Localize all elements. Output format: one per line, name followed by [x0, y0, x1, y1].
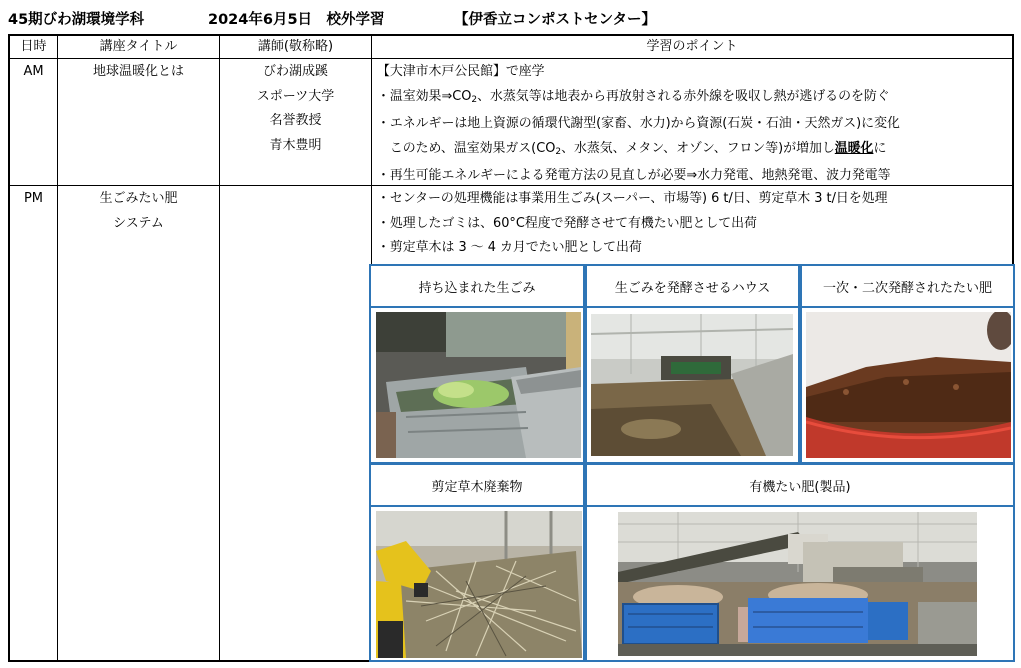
point-line: ・センターの処理機能は事業用生ごみ(スーパー、市場等) 6 t/日、剪定草木 3 t/日を処理: [377, 191, 888, 206]
fermentation-house-photo: [591, 314, 793, 456]
am-time: AM: [23, 64, 44, 79]
lecturer-line: スポーツ大学: [256, 88, 335, 104]
col-divider: [57, 36, 58, 660]
point-line: ・温室効果$\Rightarrow CO_2$、水蒸気等は地表から再放射される赤外線を吸収し熱が逃げるのを防ぐ: [377, 88, 890, 105]
compost-product-photo: [618, 512, 977, 656]
am-lecturer: [220, 60, 371, 158]
page-header: [8, 4, 1013, 30]
pm-time: PM: [23, 191, 44, 206]
point-line: ・処理したゴミは、60°C程度で発酵させて有機たい肥として出荷: [377, 215, 757, 231]
col-header-time: 日時: [20, 39, 47, 54]
col-header-title: 講座タイトル: [99, 39, 178, 54]
caption-pruned-waste: 剪定草木廃棄物: [431, 479, 523, 495]
point-line: ・再生可能エネルギーによる発電方法の見直しが必要⇒水力発電、地熱発電、波力発電等: [377, 168, 891, 183]
point-line: ・剪定草木は 3 ～ 4 カ月でたい肥として出荷: [377, 240, 642, 255]
lecturer-line: びわ湖成蹊: [262, 64, 328, 79]
am-title: 地球温暖化とは: [92, 64, 184, 79]
caption-organic-compost-product: 有機たい肥(製品): [749, 479, 851, 495]
point-line: 【大津市木戸公民館】で座学: [377, 64, 545, 79]
caption-fermented-compost: 一次・二次発酵されたたい肥: [822, 280, 992, 296]
point-line: このため、温室効果ガス($CO_2$、水蒸気、メタン、オゾン、フロン等)が増加し温暖化に: [377, 140, 887, 157]
session-date: 2024年6月5日 校外学習: [208, 12, 385, 28]
pruned-waste-photo: [376, 511, 582, 658]
food-waste-photo: [376, 312, 581, 458]
caption-food-waste: 持ち込まれた生ごみ: [418, 280, 536, 296]
venue-title: 【伊香立コンポストセンター】: [454, 12, 656, 28]
compost-pile-photo: [806, 312, 1011, 458]
course-title: 45期びわ湖環境学科: [8, 12, 145, 28]
pm-title: 生ごみたい肥 システム: [99, 191, 178, 231]
col-header-points: 学習のポイント: [646, 39, 738, 54]
pm-points: [377, 187, 1013, 261]
lecturer-line: 青木豊明: [269, 137, 322, 153]
col-header-lecturer: 講師(敬称略): [257, 39, 334, 54]
lecturer-line: 名誉教授: [269, 113, 322, 128]
emphasis-warming: 温暖化: [834, 140, 874, 156]
point-line: ・エネルギーは地上資源の循環代謝型(家畜、水力)から資源(石炭・石油・天然ガス)に変化: [377, 116, 900, 131]
am-points: [377, 60, 1013, 189]
caption-fermentation-house: 生ごみを発酵させるハウス: [614, 280, 771, 296]
